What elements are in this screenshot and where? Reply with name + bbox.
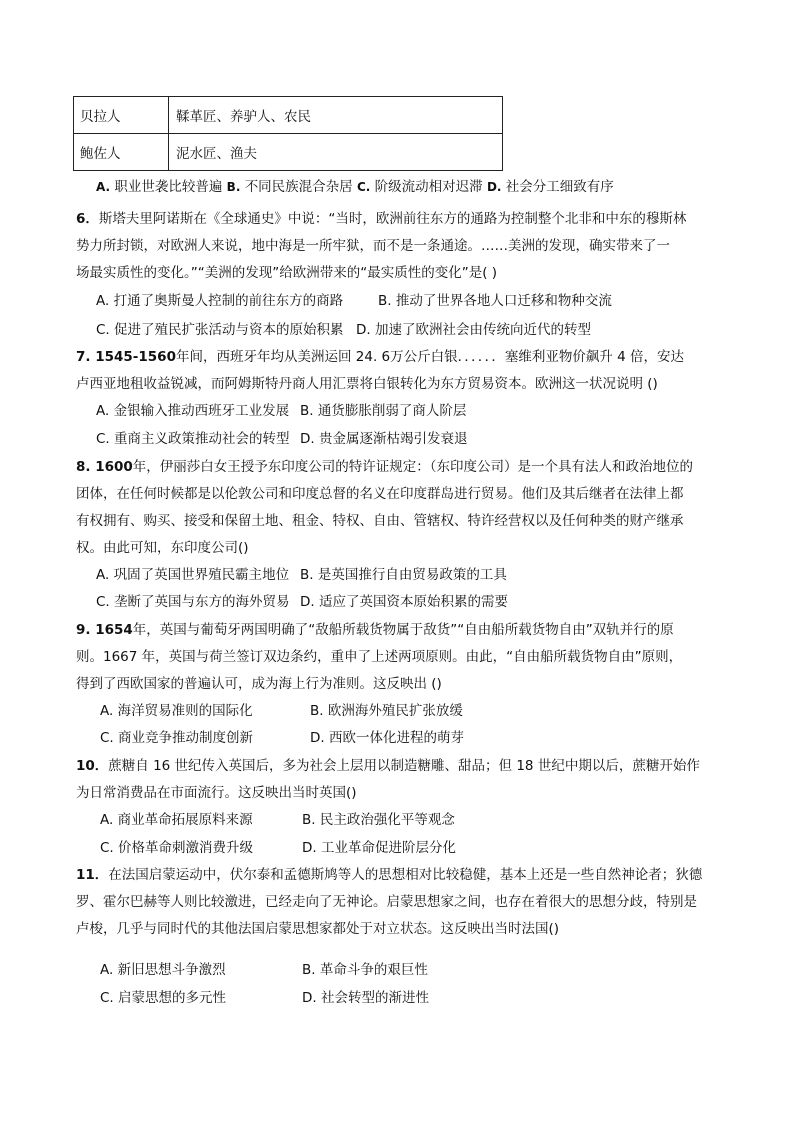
q8-option-c: C. 垄断了英国与东方的海外贸易 xyxy=(96,594,290,610)
q8-line-1 xyxy=(76,457,693,477)
q5-option-d-key: D. xyxy=(486,180,502,194)
q7-option-b: B. 通货膨胀削弱了商人阶层 xyxy=(300,403,467,419)
table-row xyxy=(74,134,503,171)
q10-option-c: C. 价格革命刺激消费升级 xyxy=(100,840,254,856)
q9-line-2: 则。1667 年，英国与荷兰签订双边条约，重申了上述两项原则。由此，“自由船所载货物自由”原则， xyxy=(76,649,683,665)
q5-option-b: 不同民族混合杂居 xyxy=(244,179,353,195)
q10-option-a: A. 商业革命拓展原料来源 xyxy=(100,812,253,828)
q6-line-3: 场最实质性的变化。”“美洲的发现”给欧洲带来的“最实质性的变化”是( ) xyxy=(76,265,498,281)
table-cell-group: 贝拉人 xyxy=(74,97,169,134)
table-cell-group: 鲍佐人 xyxy=(74,134,169,171)
q8-line-2: 团体，在任何时候都是以伦敦公司和印度总督的名义在印度群岛进行贸易。他们及其后继者在法律上都 xyxy=(76,486,684,502)
q8-option-d: D. 适应了英国资本原始积累的需要 xyxy=(300,594,508,610)
q8-line-4: 权。由此可知，东印度公司() xyxy=(76,540,249,556)
q8-stem-1: 年，伊丽莎白女王授予东印度公司的特许证规定：（东印度公司）是一个具有法人和政治地位的 xyxy=(132,459,694,475)
q9-option-a: A. 海洋贸易准则的国际化 xyxy=(100,703,253,719)
q5-options xyxy=(96,177,614,197)
q10-stem-1: 蔗糖自 16 世纪传入英国后，多为社会上层用以制造糖雕、甜品；但 18 世纪中期以后，蔗糖开始作 xyxy=(108,758,700,774)
q9-option-d: D. 西欧一体化进程的萌芽 xyxy=(310,730,464,746)
q6-line-2: 势力所封锁，对欧洲人来说，地中海是一所牢狱，而不是一条通途。……美洲的发现，确实带来了一 xyxy=(76,238,670,254)
q6-option-a: A. 打通了奥斯曼人控制的前往东方的商路 xyxy=(96,293,344,309)
q6-number: 6． xyxy=(76,211,99,227)
table-row xyxy=(74,97,503,134)
q11-option-c: C. 启蒙思想的多元性 xyxy=(100,990,227,1006)
q5-option-b-key: B. xyxy=(226,180,241,194)
q8-number: 8. 1600 xyxy=(76,459,133,475)
q6-option-b: B. 推动了世界各地人口迁移和物种交流 xyxy=(378,293,612,309)
q11-number: 11． xyxy=(76,867,109,883)
q7-option-a: A. 金银输入推动西班牙工业发展 xyxy=(96,403,290,419)
q6-line-1 xyxy=(76,209,686,229)
q11-line-3: 卢梭，几乎与同时代的其他法国启蒙思想家都处于对立状态。这反映出当时法国() xyxy=(76,921,560,937)
q5-option-a-key: A. xyxy=(96,180,111,194)
q11-line-1 xyxy=(76,865,702,885)
q7-option-d: D. 贵金属逐渐枯竭引发衰退 xyxy=(300,431,468,447)
q5-option-c: 阶级流动相对迟滞 xyxy=(374,179,483,195)
q9-stem-1: 年，英国与葡萄牙两国明确了“敌船所载货物属于敌货”“自由船所载货物自由”双轨并行的原 xyxy=(132,622,674,638)
q5-option-c-key: C. xyxy=(356,180,371,194)
q11-stem-1: 在法国启蒙运动中，伏尔泰和孟德斯鸠等人的思想相对比较稳健，基本上还是一些自然神论者；狄德 xyxy=(108,867,703,883)
q6-option-c: C. 促进了殖民扩张活动与资本的原始积累 xyxy=(96,322,344,338)
table-cell-jobs: 鞣革匠、养驴人、农民 xyxy=(169,97,503,134)
q8-option-a: A. 巩固了英国世界殖民霸主地位 xyxy=(96,567,290,583)
q7-number: 7. 1545-1560 xyxy=(76,349,176,365)
q10-number: 10． xyxy=(76,758,109,774)
q7-stem-1: 年间，西班牙年均从美洲运回 24. 6万公斤白银．．．．．．塞维利亚物价飙升 4 倍，安达 xyxy=(175,349,685,365)
q10-option-d: D. 工业革命促进阶层分化 xyxy=(302,840,456,856)
table-cell-jobs: 泥水匠、渔夫 xyxy=(169,134,503,171)
q9-option-c: C. 商业竞争推动制度创新 xyxy=(100,730,254,746)
q6-option-d: D. 加速了欧洲社会由传统向近代的转型 xyxy=(356,322,591,338)
q11-option-b: B. 革命斗争的艰巨性 xyxy=(302,962,428,978)
q11-option-d: D. 社会转型的渐进性 xyxy=(302,990,429,1006)
q9-number: 9. 1654 xyxy=(76,622,133,638)
q7-line-1 xyxy=(76,347,684,367)
q7-option-c: C. 重商主义政策推动社会的转型 xyxy=(96,431,290,447)
q5-option-d: 社会分工细致有序 xyxy=(505,179,614,195)
q8-option-b: B. 是英国推行自由贸易政策的工具 xyxy=(300,567,507,583)
q5-option-a: 职业世袭比较普遍 xyxy=(114,179,223,195)
q9-line-3: 得到了西欧国家的普遍认可，成为海上行为准则。这反映出 () xyxy=(76,676,442,692)
occupation-table xyxy=(73,96,503,171)
q7-line-2: 卢西亚地租收益锐减，而阿姆斯特丹商人用汇票将白银转化为东方贸易资本。欧洲这一状况说明 () xyxy=(76,376,658,392)
q10-option-b: B. 民主政治强化平等观念 xyxy=(302,812,455,828)
q8-line-3: 有权拥有、购买、接受和保留土地、租金、特权、自由、管辖权、特许经营权以及任何种类的财产继承 xyxy=(76,513,684,529)
q11-line-2: 罗、霍尔巴赫等人则比较激进，已经走向了无神论。启蒙思想家之间，也存在着很大的思想分歧，特别是 xyxy=(76,894,697,910)
q10-line-1 xyxy=(76,756,700,776)
q9-line-1 xyxy=(76,620,674,640)
q11-option-a: A. 新旧思想斗争激烈 xyxy=(100,962,226,978)
q9-option-b: B. 欧洲海外殖民扩张放缓 xyxy=(310,703,463,719)
q6-stem-1: 斯塔夫里阿诺斯在《全球通史》中说：“当时，欧洲前往东方的通路为控制整个北非和中东的穆斯林 xyxy=(98,211,687,227)
q10-line-2: 为日常消费品在市面流行。这反映出当时英国() xyxy=(76,785,357,801)
